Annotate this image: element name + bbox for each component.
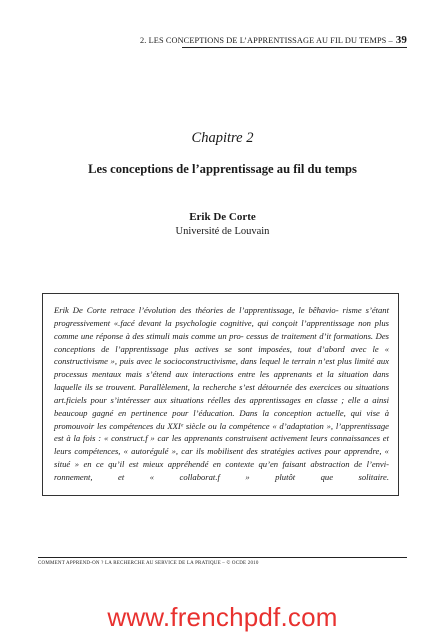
header-rule bbox=[182, 47, 407, 48]
abstract-line: le socioconstructivisme, dans lequel le terrain n’est plus limité aux processus bbox=[54, 356, 389, 380]
footer-rule bbox=[38, 557, 407, 558]
abstract-text bbox=[54, 304, 389, 484]
abstract-line: compétence « d’adaptation », l’apprentissage est à la fois : « construct.f » car les bbox=[54, 420, 389, 444]
abstract-line: Erik De Corte retrace l’évolution des théories de l’apprentissage, le bêhavio- bbox=[54, 305, 339, 315]
chapter-title: Les conceptions de l’apprentissage au fil du temps bbox=[88, 162, 357, 176]
author-name: Erik De Corte bbox=[189, 211, 256, 223]
page-number: 39 bbox=[395, 34, 407, 46]
abstract-line: risme s’étant progressivement «.facé devant la psychologie cognitive, qui conçoit bbox=[54, 305, 389, 328]
abstract-line: ronnement, et « collaborat.f » plutôt que solitaire. bbox=[54, 471, 389, 482]
abstract-line: actives se sont imposées, tout d’abord avec le « constructivisme », puis avec bbox=[54, 343, 389, 367]
abstract-line: mentaux mais s’étend aux interactions entre les apprenants et la situation dans bbox=[92, 369, 389, 380]
abstract-line: « autorégulé », car ils mobilisent des stratégies actives pour apprendre, « situé » bbox=[54, 446, 389, 470]
chapter-label: Chapitre 2 bbox=[191, 130, 254, 146]
abstract-line: en classe ; elle a ainsi beaucoup gagné en pertinence pour l’éducation. Dans la bbox=[54, 394, 389, 418]
abstract-line: ou situations art.ficiels pour s’intéresser aux situations réelles des apprentissages bbox=[54, 382, 390, 405]
author-affiliation: Université de Louvain bbox=[175, 226, 270, 237]
abstract-line: laquelle ils se trouvent. Parallèlement, la recherche s’est détournée des exercices bbox=[54, 382, 342, 393]
abstract-line: en ce qu’il est mieux appréhendé en contexte qu’en faisant abstraction de l’envi- bbox=[83, 459, 389, 470]
abstract-box bbox=[42, 293, 399, 496]
footer-text: COMMENT APPREND-ON ? LA RECHERCHE AU SERVICE DE LA PRATIQUE – © OCDE 2010 bbox=[38, 561, 259, 566]
watermark-link[interactable]: www.frenchpdf.com bbox=[107, 602, 338, 632]
abstract-line: cessus de traitement d’it formations. Des conceptions de l’apprentissage plus bbox=[54, 330, 389, 354]
abstract-line: conception actuelle, qui vise à promouvoir les compétences du XXIᵉ siècle ou la bbox=[54, 407, 389, 431]
abstract-line: l’apprentissage non plus comme une réponse à des stimuli mais comme un pro- bbox=[54, 317, 389, 341]
running-title: 2. LES CONCEPTIONS DE L’APPRENTISSAGE AU FIL DU TEMPS – bbox=[140, 36, 393, 45]
abstract-line: apprenants construisent activement leurs connaissances et leurs compétences, bbox=[54, 433, 389, 457]
running-head bbox=[140, 34, 407, 46]
